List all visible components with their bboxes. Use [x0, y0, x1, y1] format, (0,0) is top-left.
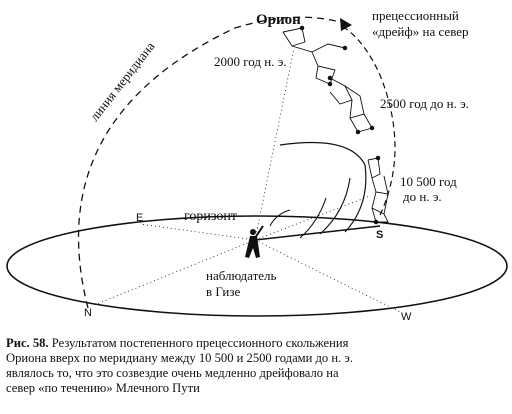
orion-label: Орион: [256, 12, 301, 28]
caption-line-2: Ориона вверх по меридиану между 10 500 и 2500 годами до н. э.: [6, 351, 353, 365]
caption-line-4: север «по течению» Млечного Пути: [6, 381, 200, 395]
orion-constellation-10500bc: [368, 156, 388, 224]
horizon-ellipse: [7, 216, 507, 316]
sight-line-east: [140, 224, 255, 240]
figure-caption: [6, 336, 506, 396]
observer-label-line2: в Гизе: [206, 284, 241, 299]
caption-text-1: Результатом постепенного прецессионного скольжения: [51, 336, 349, 350]
drift-label-line1: прецессионный: [372, 8, 459, 23]
year-2000-label: 2000 год н. э.: [214, 54, 287, 69]
drift-label-line2: «дрейф» на север: [372, 24, 469, 39]
year-10500-label-line2: до н. э.: [403, 189, 442, 204]
meridian-label: линия меридиана: [86, 38, 158, 124]
altitude-arc-3: [280, 143, 366, 233]
west-marker: W: [401, 311, 412, 323]
north-marker: N: [84, 307, 92, 319]
altitude-arc-2: [320, 178, 350, 234]
caption-figure-number: Рис. 58.: [6, 336, 49, 350]
year-2500bc-label: 2500 год до н. э.: [380, 96, 469, 111]
year-10500-label-line1: 10 500 год: [400, 174, 457, 189]
east-marker: E: [136, 212, 144, 224]
observer-label-line1: наблюдатель: [206, 268, 277, 283]
orion-constellation-2500bc: [328, 76, 374, 134]
sight-line-west: [255, 240, 400, 312]
horizon-label: горизонт: [184, 209, 237, 224]
caption-line-3: являлось то, что это созвездие очень медленно дрейфовало на: [6, 366, 339, 380]
south-marker: S: [376, 229, 384, 241]
altitude-arc-4: [270, 210, 290, 226]
observer-figure: [245, 226, 263, 258]
orion-constellation-2000: [283, 26, 347, 86]
caption-line-1: [6, 336, 506, 351]
